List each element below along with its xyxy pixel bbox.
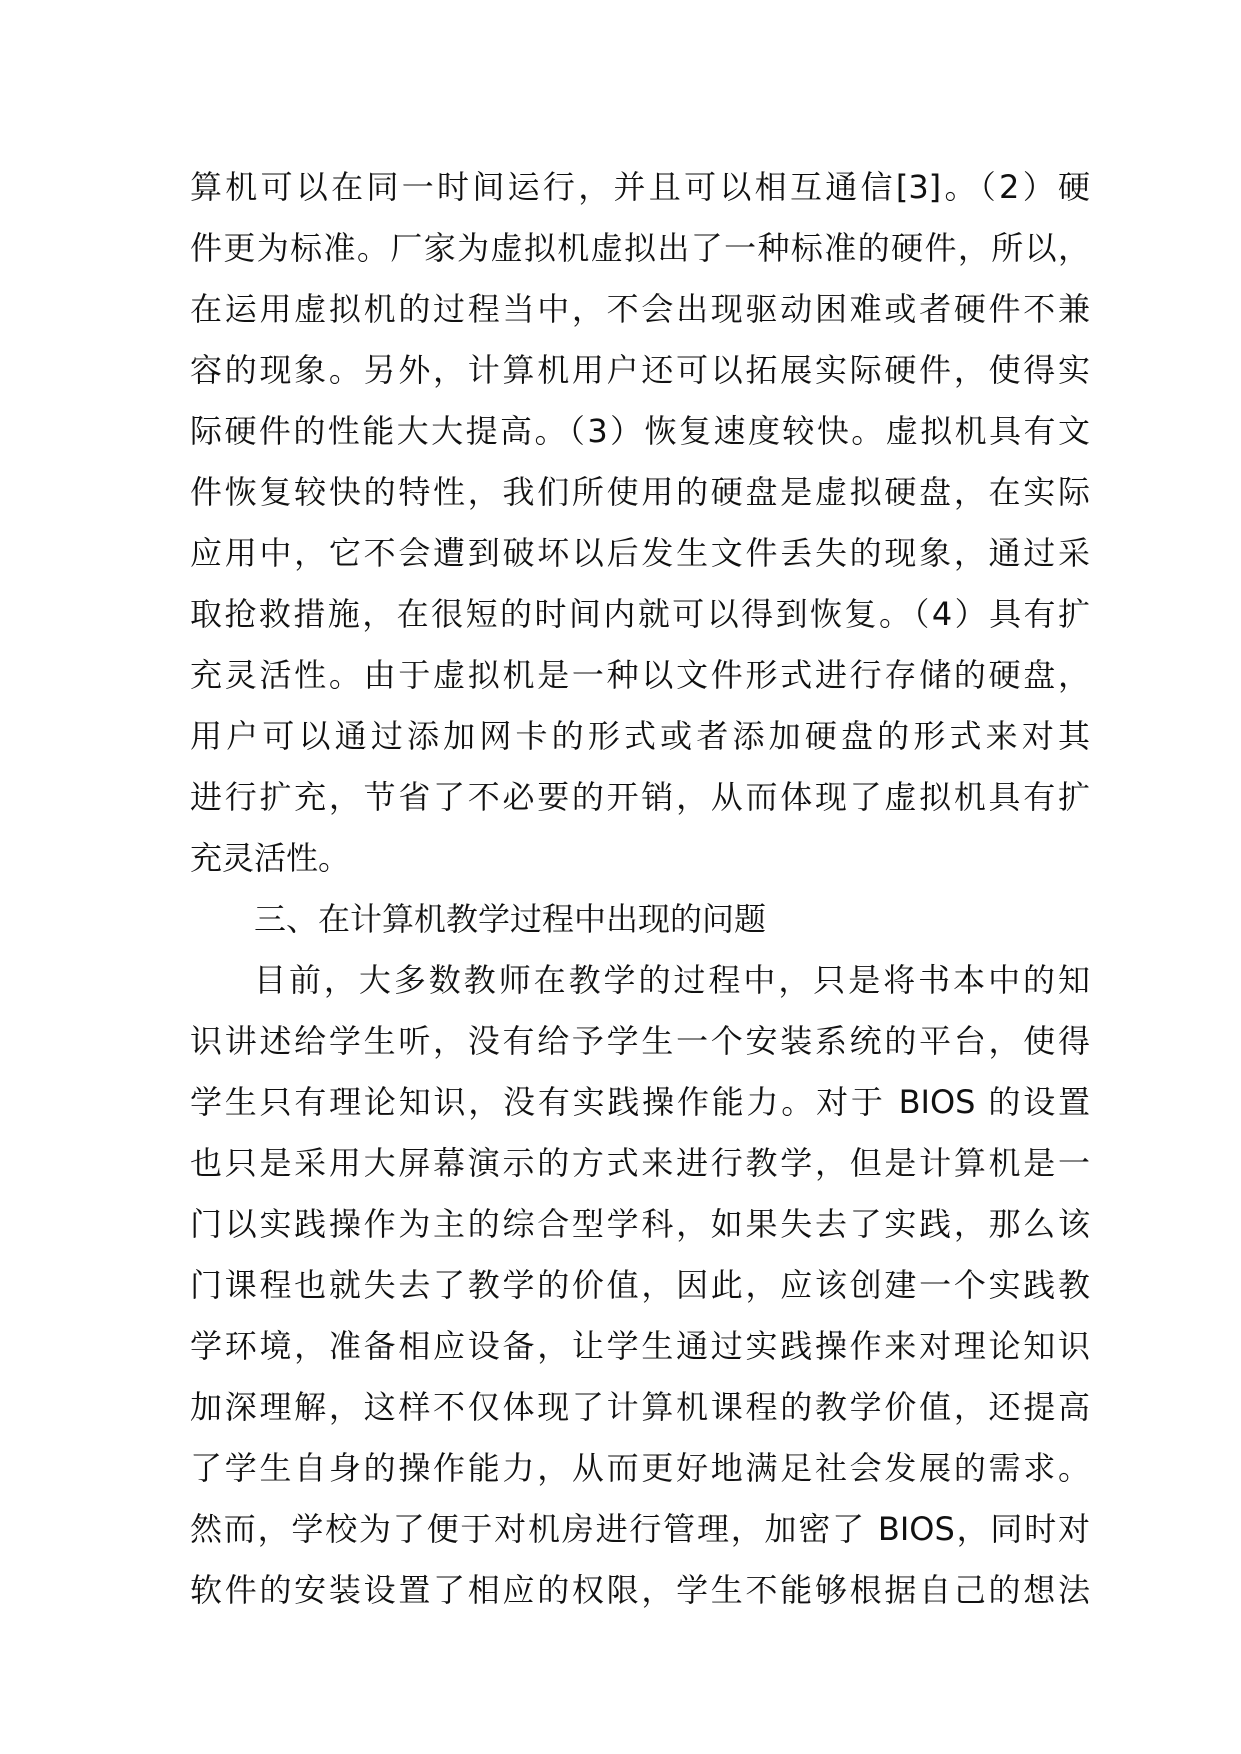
text-line: 门以实践操作为主的综合型学科，如果失去了实践，那么该 — [190, 1205, 1090, 1243]
text-line: 际硬件的性能大大提高。（3）恢复速度较快。虚拟机具有文 — [190, 412, 1090, 450]
text-line: 学环境，准备相应设备，让学生通过实践操作来对理论知识 — [190, 1327, 1090, 1365]
text-line: 学生只有理论知识，没有实践操作能力。对于 BIOS 的设置 — [190, 1083, 1090, 1121]
text-line: 充灵活性。 — [190, 839, 351, 877]
text-column — [190, 157, 1090, 1621]
text-line: 目前，大多数教师在教学的过程中，只是将书本中的知 — [254, 961, 1090, 999]
text-line: 进行扩充，节省了不必要的开销，从而体现了虚拟机具有扩 — [190, 778, 1090, 816]
text-line: 加深理解，这样不仅体现了计算机课程的教学价值，还提高 — [190, 1388, 1090, 1426]
text-line: 识讲述给学生听，没有给予学生一个安装系统的平台，使得 — [190, 1022, 1090, 1060]
text-line: 门课程也就失去了教学的价值，因此，应该创建一个实践教 — [190, 1266, 1090, 1304]
text-line: 用户可以通过添加网卡的形式或者添加硬盘的形式来对其 — [190, 717, 1090, 755]
text-line: 也只是采用大屏幕演示的方式来进行教学，但是计算机是一 — [190, 1144, 1090, 1182]
text-line: 在运用虚拟机的过程当中，不会出现驱动困难或者硬件不兼 — [190, 290, 1090, 328]
text-line: 算机可以在同一时间运行，并且可以相互通信[3]。（2）硬 — [190, 168, 1090, 206]
text-line: 了学生自身的操作能力，从而更好地满足社会发展的需求。 — [190, 1449, 1090, 1487]
text-line: 件恢复较快的特性，我们所使用的硬盘是虚拟硬盘，在实际 — [190, 473, 1090, 511]
text-line: 容的现象。另外，计算机用户还可以拓展实际硬件，使得实 — [190, 351, 1090, 389]
section-heading: 三、在计算机教学过程中出现的问题 — [254, 900, 767, 938]
text-line: 件更为标准。厂家为虚拟机虚拟出了一种标准的硬件，所以， — [190, 229, 1090, 267]
text-line: 然而，学校为了便于对机房进行管理，加密了 BIOS，同时对 — [190, 1510, 1090, 1548]
text-line: 软件的安装设置了相应的权限，学生不能够根据自己的想法 — [190, 1571, 1090, 1609]
text-line: 取抢救措施，在很短的时间内就可以得到恢复。（4）具有扩 — [190, 595, 1090, 633]
text-line: 应用中，它不会遭到破坏以后发生文件丢失的现象，通过采 — [190, 534, 1090, 572]
paragraph-continuation — [190, 157, 1090, 889]
text-line: 充灵活性。由于虚拟机是一种以文件形式进行存储的硬盘， — [190, 656, 1090, 694]
paragraph-problems — [190, 950, 1090, 1621]
